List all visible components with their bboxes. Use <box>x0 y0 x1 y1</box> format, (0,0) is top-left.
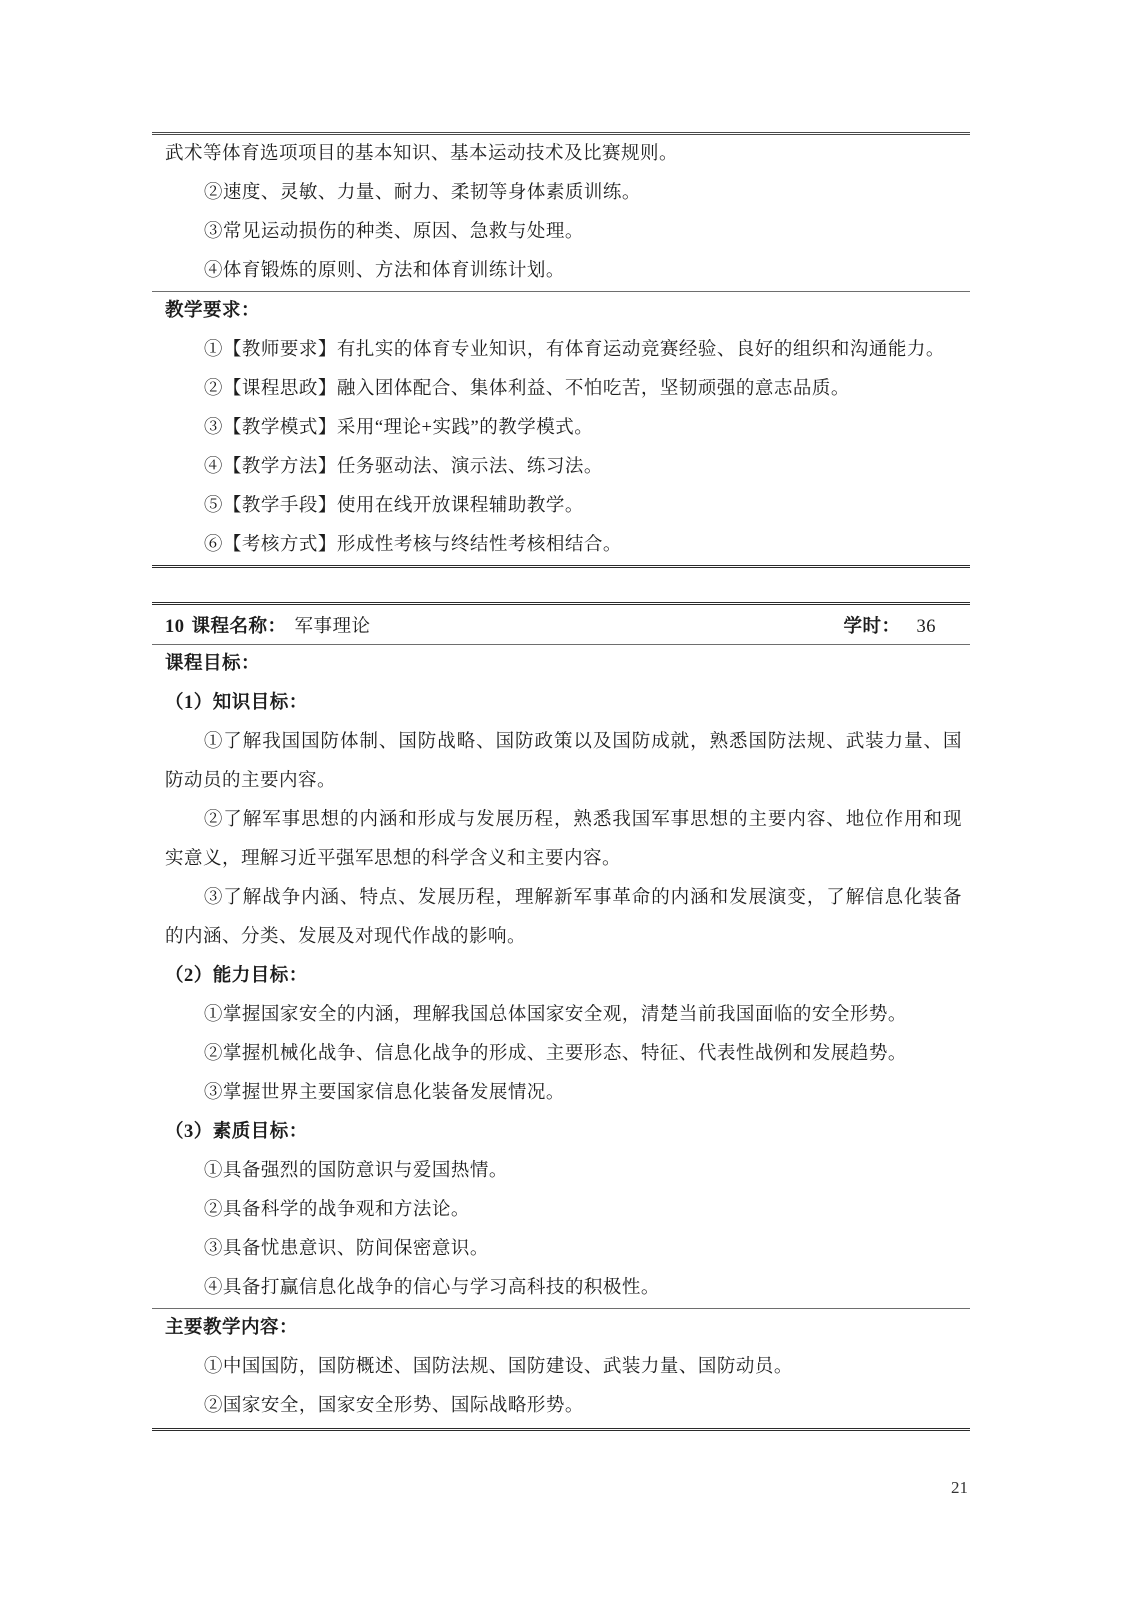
quality-item-3: ③具备忧患意识、防间保密意识。 <box>203 1239 489 1259</box>
knowledge-objectives-heading: （1）知识目标： <box>165 693 308 713</box>
course-name: 军事理论 <box>294 616 371 637</box>
table1-content-cell <box>152 135 970 291</box>
content-item-3: ③常见运动损伤的种类、原因、急救与处理。 <box>203 222 584 242</box>
course-number: 10 <box>165 616 185 637</box>
hours-value: 36 <box>916 616 936 637</box>
course-hours-group <box>843 612 936 638</box>
page-number: 21 <box>951 1478 968 1497</box>
table2-bottom-border <box>152 1428 970 1431</box>
requirement-item-2: ②【课程思政】融入团体配合、集体利益、不怕吃苦，坚韧顽强的意志品质。 <box>203 379 850 399</box>
quality-item-1: ①具备强烈的国防意识与爱国热情。 <box>203 1161 508 1181</box>
knowledge-item-3: ③了解战争内涵、特点、发展历程，理解新军事革命的内涵和发展演变，了解信息化装备的内涵、分类、发展及对现代作战的影响。 <box>165 888 962 947</box>
teaching-requirements-heading: 教学要求： <box>165 301 261 321</box>
quality-item-4: ④具备打赢信息化战争的信心与学习高科技的积极性。 <box>203 1278 660 1298</box>
content-item-2: ②速度、灵敏、力量、耐力、柔韧等身体素质训练。 <box>203 183 641 203</box>
content-item-4: ④体育锻炼的原则、方法和体育训练计划。 <box>203 261 565 281</box>
continuation-paragraph: 武术等体育选项项目的基本知识、基本运动技术及比赛规则。 <box>165 144 679 164</box>
requirement-item-1: ①【教师要求】有扎实的体育专业知识，有体育运动竞赛经验、良好的组织和沟通能力。 <box>203 340 945 360</box>
teaching-requirements-cell <box>152 292 970 565</box>
page-content <box>152 132 970 1431</box>
knowledge-item-1: ①了解我国国防体制、国防战略、国防政策以及国防成就，熟悉国防法规、武装力量、国防动员的主要内容。 <box>165 732 962 791</box>
main-content-heading: 主要教学内容： <box>165 1318 299 1338</box>
ability-item-1: ①掌握国家安全的内涵，理解我国总体国家安全观，清楚当前我国面临的安全形势。 <box>203 1005 907 1025</box>
ability-item-2: ②掌握机械化战争、信息化战争的形成、主要形态、特征、代表性战例和发展趋势。 <box>203 1044 907 1064</box>
hours-label: 学时： <box>843 616 901 637</box>
course-objectives-heading: 课程目标： <box>165 654 261 674</box>
quality-item-2: ②具备科学的战争观和方法论。 <box>203 1200 470 1220</box>
main-content-item-2: ②国家安全，国家安全形势、国际战略形势。 <box>203 1396 584 1416</box>
requirement-item-6: ⑥【考核方式】形成性考核与终结性考核相结合。 <box>203 535 622 555</box>
main-teaching-content-cell <box>152 1309 970 1428</box>
table-gap <box>152 568 970 602</box>
ability-objectives-heading: （2）能力目标： <box>165 966 308 986</box>
course-header-row <box>152 605 970 644</box>
main-content-item-1: ①中国国防，国防概述、国防法规、国防建设、武装力量、国防动员。 <box>203 1357 793 1377</box>
requirement-item-4: ④【教学方法】任务驱动法、演示法、练习法。 <box>203 457 603 477</box>
quality-objectives-heading: （3）素质目标： <box>165 1122 308 1142</box>
requirement-item-3: ③【教学模式】采用“理论+实践”的教学模式。 <box>203 418 594 438</box>
course-title-group <box>165 612 371 638</box>
knowledge-item-2: ②了解军事思想的内涵和形成与发展历程，熟悉我国军事思想的主要内容、地位作用和现实意义，理解习近平强军思想的科学含义和主要内容。 <box>165 810 962 869</box>
course-name-label: 课程名称： <box>191 616 287 637</box>
requirement-item-5: ⑤【教学手段】使用在线开放课程辅助教学。 <box>203 496 584 516</box>
ability-item-3: ③掌握世界主要国家信息化装备发展情况。 <box>203 1083 565 1103</box>
course-objectives-cell <box>152 645 970 1308</box>
